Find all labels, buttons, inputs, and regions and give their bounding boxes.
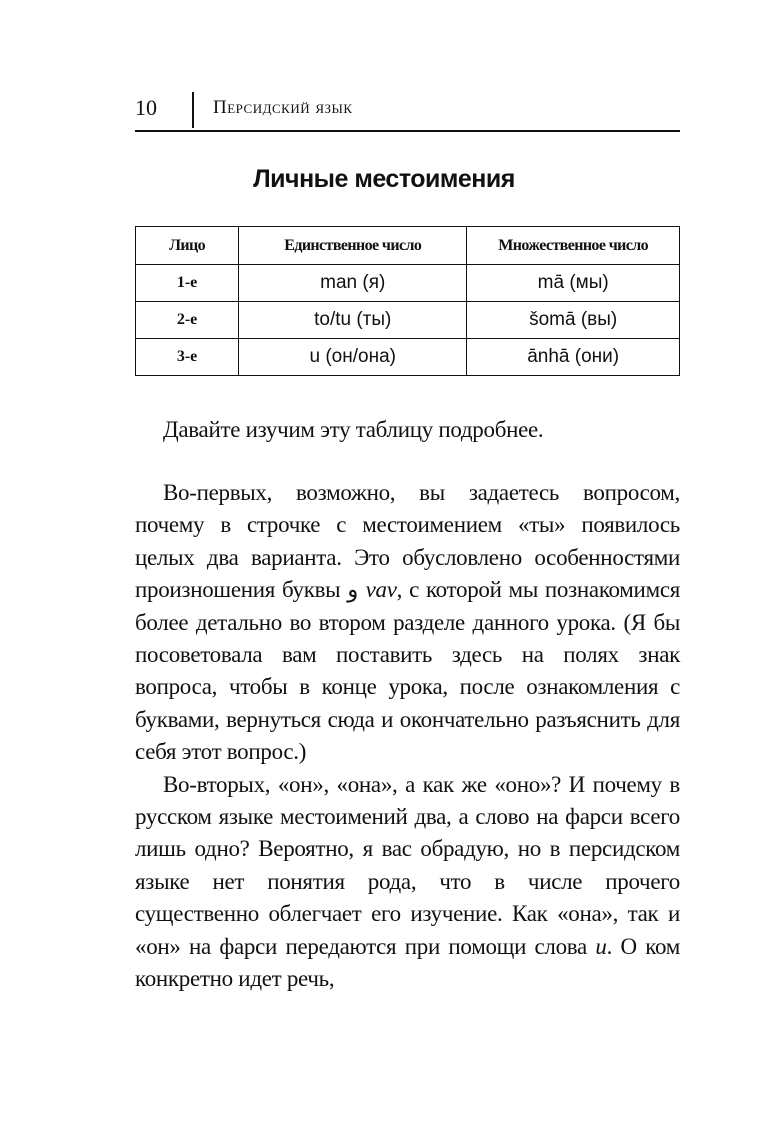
column-header-plural: Множественное число (467, 227, 680, 265)
column-header-person: Лицо (136, 227, 239, 265)
body-text (135, 477, 680, 996)
table-row (136, 339, 680, 376)
table-cell-person: 2-е (136, 302, 239, 339)
pronoun-table (135, 226, 680, 376)
paragraph-text: Во-вторых, «он», «она», а как же «оно»? И почему в русском языке местоимений два, а слово на фарси всего лишь одно? Вероятно, я вас обрадую, но в персидском языке нет понятия рода, что в числе прочего существенно облегчает его изучение. Как «она», так и «он» на фарси передаются при помощи слова (135, 771, 680, 959)
running-header (135, 92, 680, 132)
paragraph (135, 769, 680, 996)
page-number: 10 (135, 95, 157, 120)
table-header-row (136, 227, 680, 265)
table-row (136, 265, 680, 302)
arabic-letter-vav: و (347, 577, 359, 603)
table-cell-singular: man (я) (239, 265, 467, 302)
pronoun-u: u (595, 933, 607, 959)
intro-sentence: Давайте изучим эту таблицу подробнее. (163, 417, 544, 442)
paragraph-text: . О ком конкретно идет речь, (135, 933, 680, 992)
table-row (136, 302, 680, 339)
table-cell-person: 1-е (136, 265, 239, 302)
table-cell-plural: mā (мы) (467, 265, 680, 302)
paragraph-text: , с которой мы познакомимся более детально во втором разделе данного урока. (Я бы посоветовала вам поставить здесь на полях знак вопроса, чтобы в конце урока, после ознакомления с буквами, вернуться сюда и окончательно разъяснить для себя этот вопрос.) (135, 577, 681, 765)
table-cell-singular: to/tu (ты) (239, 302, 467, 339)
column-header-singular: Единственное число (239, 227, 467, 265)
paragraph (135, 477, 680, 769)
letter-name: vav (365, 577, 397, 603)
table-cell-plural: šomā (вы) (467, 302, 680, 339)
table-cell-plural: ānhā (они) (467, 339, 680, 376)
table-cell-singular: u (он/она) (239, 339, 467, 376)
paragraph-text: Во-первых, возможно, вы задаетесь вопросом, почему в строчке с местоимением «ты» появилось целых два варианта. Это обусловлено особенностями произношения буквы (135, 480, 680, 603)
header-divider (192, 92, 194, 128)
section-title: Личные местоимения (253, 165, 515, 193)
table-cell-person: 3-е (136, 339, 239, 376)
running-title: Персидский язык (213, 97, 353, 118)
